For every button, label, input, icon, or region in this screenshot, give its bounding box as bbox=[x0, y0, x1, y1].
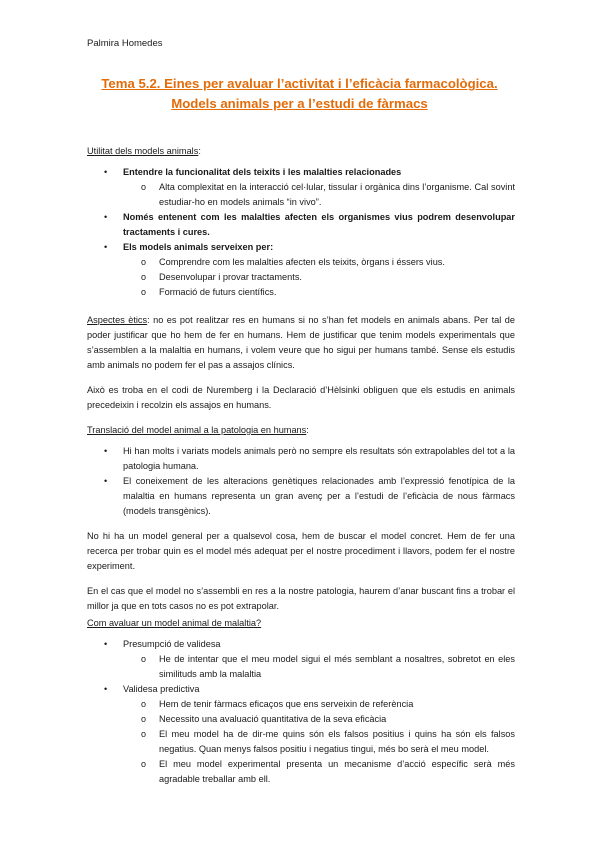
paragraph-nuremberg: Això es troba en el codi de Nuremberg i la Declaració d’Hèlsinki obliguen que els estudis en animals precedeixin i recolzin els assajos en humans. bbox=[87, 385, 515, 410]
sub-list-item: o El meu model experimental presenta un mecanisme d’acció específic serà més agradable treballar amb ell. bbox=[141, 759, 515, 784]
list-item: • El coneixement de les alteracions genètiques relacionades amb l’expressió fenotípica de la malaltia en humans representa un gran avenç per a l’estudi de l’eficàcia de nous fàrmacs (models transgènics). bbox=[104, 476, 515, 516]
sub-list bbox=[123, 255, 515, 300]
circle-bullet-icon: o bbox=[141, 272, 147, 282]
paragraph-extrapolar: En el cas que el model no s’assembli en res a la nostre patologia, haurem d’anar buscant fins a trobar el millor ja que en tots casos no es pot extrapolar. bbox=[87, 586, 515, 611]
circle-bullet-icon: o bbox=[141, 759, 147, 769]
section-heading-translacio: Translació del model animal a la patologia en humans: bbox=[87, 425, 309, 435]
sub-list bbox=[123, 180, 515, 210]
circle-bullet-icon: o bbox=[141, 729, 147, 739]
sub-list-item: o El meu model ha de dir-me quins són els falsos positius i quins ha són els falsos negatius. Quan menys falsos positiu i negatius tingui, més bo serà el meu model. bbox=[141, 729, 515, 754]
avaluar-list bbox=[87, 637, 515, 787]
circle-bullet-icon: o bbox=[141, 654, 147, 664]
list-item: • Validesa predictiva o Hem de tenir fàrmacs eficaços que ens serveixin de referència o Necessito una avaluació quantitativa de la seva eficàcia o El meu model ha de dir-me quins són els falsos positius i quins ha són els falsos negatius. Quan menys falsos positiu i negatius tingui, més bo serà el meu model. o El meu model experimental presenta un mecanisme d’acció específic serà més agradable treballar amb ell. bbox=[87, 682, 515, 787]
list-item: • Entendre la funcionalitat dels teixits i les malalties relacionades o Alta complexitat en la interacció cel·lular, tissular i orgànica dins l’organisme. Cal sovint estudiar-ho en models animals “in vivo”. bbox=[87, 165, 515, 210]
bullet-icon: • bbox=[104, 242, 108, 252]
sub-list-item: o Desenvolupar i provar tractaments. bbox=[87, 270, 515, 285]
paragraph-aspectes-etics: Aspectes ètics: no es pot realitzar res en humans si no s’han fet models en animals abans. Per tal de poder justificar que ho hem de fer en humans. Hem de justificar que tenim models experimentals que s’assemblen a la malaltia en humans, i volem veure que ho sigui per humans també. Sense els estudis amb animals no podem fer el pas a assajos clínics. bbox=[87, 315, 515, 370]
title-line-1: Tema 5.2. Eines per avaluar l’activitat i l’eficàcia farmacològica. bbox=[101, 76, 498, 91]
paragraph-model-concret: No hi ha un model general per a qualsevol cosa, hem de buscar el model concret. Hem de fer una recerca per trobar quin es el model més adequat per el nostre procediment i llavors, podem fer el nostre experiment. bbox=[87, 531, 515, 571]
list-item: • Només entenent com les malalties afecten els organismes vius podrem desenvolupar tractaments i cures. bbox=[104, 212, 515, 237]
sub-list-item: o Formació de futurs científics. bbox=[87, 285, 515, 300]
bullet-icon: • bbox=[104, 167, 108, 177]
circle-bullet-icon: o bbox=[141, 257, 147, 267]
list-item: • Presumpció de validesa o He de intentar que el meu model sigui el més semblant a nosaltres, sobretot en eles similituds amb la malaltia bbox=[87, 637, 515, 682]
section-heading-avaluar: Com avaluar un model animal de malaltia? bbox=[87, 618, 262, 628]
translacio-list bbox=[87, 444, 515, 519]
bullet-icon: • bbox=[104, 684, 108, 694]
bullet-icon: • bbox=[104, 476, 108, 486]
document-body bbox=[87, 144, 515, 787]
bullet-icon: • bbox=[104, 212, 108, 222]
title-line-2: Models animals per a l’estudi de fàrmacs bbox=[171, 96, 428, 111]
sub-list-item: o Alta complexitat en la interacció cel·lular, tissular i orgànica dins l’organisme. Cal sovint estudiar-ho en models animals “in vivo”. bbox=[141, 182, 515, 207]
sub-list-item: o Comprendre com les malalties afecten els teixits, òrgans i éssers vius. bbox=[87, 255, 515, 270]
bullet-icon: • bbox=[104, 639, 108, 649]
list-item: • Els models animals serveixen per: o Comprendre com les malalties afecten els teixits, òrgans i éssers vius. o Desenvolupar i provar tractaments. o Formació de futurs científics. bbox=[87, 240, 515, 300]
sub-list bbox=[123, 697, 515, 787]
circle-bullet-icon: o bbox=[141, 287, 147, 297]
circle-bullet-icon: o bbox=[141, 714, 147, 724]
sub-list-item: o Necessito una avaluació quantitativa de la seva eficàcia bbox=[87, 712, 515, 727]
utilitat-list bbox=[87, 165, 515, 300]
sub-list-item: o Hem de tenir fàrmacs eficaços que ens serveixin de referència bbox=[87, 697, 515, 712]
circle-bullet-icon: o bbox=[141, 699, 147, 709]
sub-list bbox=[123, 652, 515, 682]
header-author: Palmira Homedes bbox=[87, 38, 163, 49]
bullet-icon: • bbox=[104, 446, 108, 456]
list-item: • Hi han molts i variats models animals però no sempre els resultats són extrapolables del tot a la patologia humana. bbox=[104, 446, 515, 471]
section-heading-utilitat: Utilitat dels models animals: bbox=[87, 146, 201, 156]
circle-bullet-icon: o bbox=[141, 182, 147, 192]
document-title bbox=[70, 74, 529, 114]
sub-list-item: o He de intentar que el meu model sigui el més semblant a nosaltres, sobretot en eles similituds amb la malaltia bbox=[141, 654, 515, 679]
